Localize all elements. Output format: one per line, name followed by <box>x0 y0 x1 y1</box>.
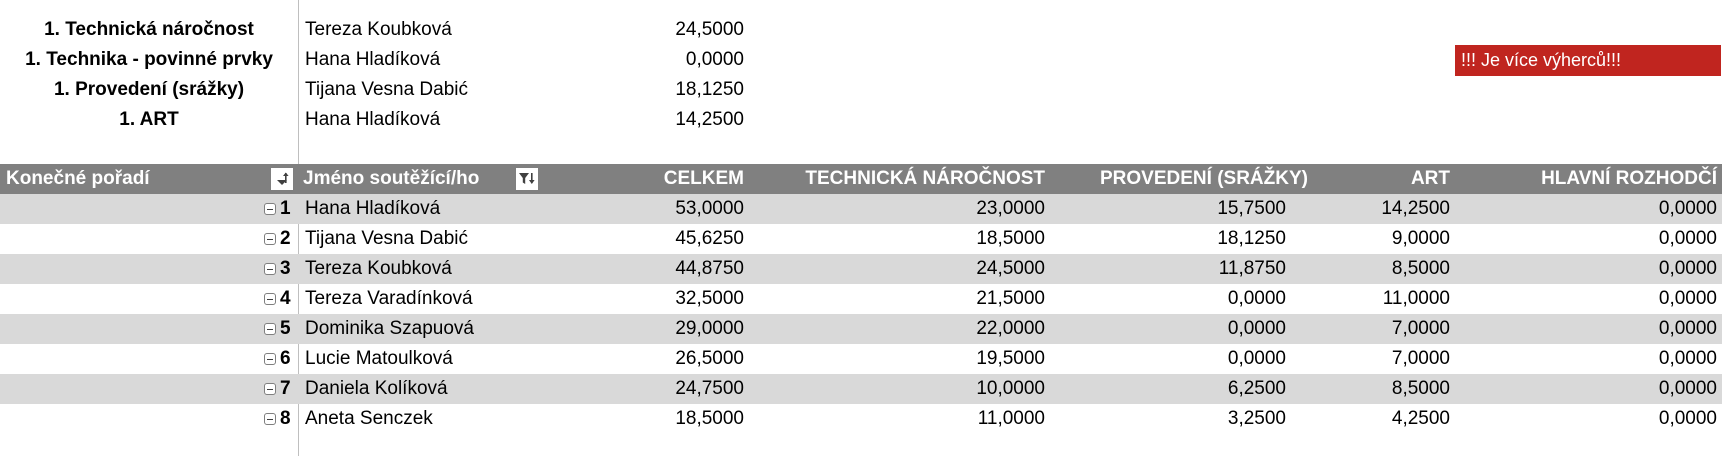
name-cell[interactable]: Aneta Senczek <box>305 408 433 429</box>
rank-cell[interactable]: 2 <box>280 228 291 249</box>
summary-name[interactable]: Tijana Vesna Dabić <box>305 79 469 100</box>
summary-label[interactable]: 1. Provedení (srážky) <box>53 79 245 100</box>
collapse-icon[interactable] <box>264 203 276 215</box>
tech-cell[interactable]: 19,5000 <box>976 348 1045 369</box>
exec-cell[interactable]: 0,0000 <box>1227 318 1286 339</box>
summary-name[interactable]: Hana Hladíková <box>305 49 441 70</box>
rank-cell[interactable]: 8 <box>280 408 291 429</box>
pivot-header-row <box>0 164 1722 194</box>
table-row <box>0 284 1722 314</box>
summary-name[interactable]: Hana Hladíková <box>305 109 441 130</box>
exec-cell[interactable]: 18,1250 <box>1217 228 1286 249</box>
total-cell[interactable]: 32,5000 <box>675 288 744 309</box>
tech-cell[interactable]: 11,0000 <box>977 408 1045 429</box>
art-cell[interactable]: 9,0000 <box>1391 228 1450 249</box>
exec-cell[interactable]: 3,2500 <box>1227 408 1286 429</box>
name-cell[interactable]: Daniela Kolíková <box>305 378 448 399</box>
header-exec[interactable]: PROVEDENÍ (SRÁŽKY) <box>1100 168 1308 189</box>
summary-name[interactable]: Tereza Koubková <box>305 19 452 40</box>
head-judge-cell[interactable]: 0,0000 <box>1658 348 1717 369</box>
table-row <box>0 404 1722 434</box>
total-cell[interactable]: 29,0000 <box>675 318 744 339</box>
name-cell[interactable]: Tijana Vesna Dabić <box>305 228 469 249</box>
name-cell[interactable]: Tereza Koubková <box>305 258 452 279</box>
table-row <box>0 314 1722 344</box>
summary-value[interactable]: 18,1250 <box>675 79 744 100</box>
head-judge-cell[interactable]: 0,0000 <box>1658 228 1717 249</box>
exec-cell[interactable]: 0,0000 <box>1227 288 1286 309</box>
name-cell[interactable]: Tereza Varadínková <box>305 288 473 309</box>
exec-cell[interactable]: 6,2500 <box>1227 378 1286 399</box>
collapse-icon[interactable] <box>264 263 276 275</box>
tech-cell[interactable]: 10,0000 <box>976 378 1045 399</box>
sort-filter-button[interactable] <box>270 167 294 191</box>
header-name[interactable]: Jméno soutěžící/ho <box>303 168 480 189</box>
rank-cell[interactable]: 7 <box>280 378 291 399</box>
exec-cell[interactable]: 0,0000 <box>1227 348 1286 369</box>
table-row <box>0 224 1722 254</box>
art-cell[interactable]: 8,5000 <box>1391 258 1450 279</box>
summary-label[interactable]: 1. ART <box>119 109 179 130</box>
name-cell[interactable]: Hana Hladíková <box>305 198 441 219</box>
header-art[interactable]: ART <box>1410 168 1450 189</box>
art-cell[interactable]: 7,0000 <box>1391 318 1450 339</box>
rank-cell[interactable]: 1 <box>280 198 291 219</box>
total-cell[interactable]: 26,5000 <box>675 348 744 369</box>
exec-cell[interactable]: 15,7500 <box>1217 198 1286 219</box>
collapse-icon[interactable] <box>264 413 276 425</box>
art-cell[interactable]: 14,2500 <box>1381 198 1450 219</box>
tech-cell[interactable]: 24,5000 <box>976 258 1045 279</box>
total-cell[interactable]: 44,8750 <box>675 258 744 279</box>
collapse-icon[interactable] <box>264 383 276 395</box>
exec-cell[interactable]: 11,8750 <box>1218 258 1286 279</box>
name-cell[interactable]: Lucie Matoulková <box>305 348 453 369</box>
summary-label[interactable]: 1. Technická náročnost <box>44 19 254 40</box>
sort-filter-icon <box>274 171 290 187</box>
collapse-icon[interactable] <box>264 233 276 245</box>
header-total[interactable]: CELKEM <box>663 168 744 189</box>
tech-cell[interactable]: 23,0000 <box>976 198 1045 219</box>
head-judge-cell[interactable]: 0,0000 <box>1658 378 1717 399</box>
table-row <box>0 344 1722 374</box>
total-cell[interactable]: 45,6250 <box>675 228 744 249</box>
collapse-icon[interactable] <box>264 353 276 365</box>
summary-value[interactable]: 0,0000 <box>685 49 744 70</box>
tech-cell[interactable]: 21,5000 <box>976 288 1045 309</box>
table-row <box>0 374 1722 404</box>
table-row <box>0 194 1722 224</box>
name-filter-button[interactable] <box>515 167 539 191</box>
tech-cell[interactable]: 18,5000 <box>976 228 1045 249</box>
header-rank[interactable]: Konečné pořadí <box>6 168 150 189</box>
rank-cell[interactable]: 4 <box>280 288 291 309</box>
summary-label[interactable]: 1. Technika - povinné prvky <box>25 49 273 70</box>
total-cell[interactable]: 18,5000 <box>675 408 744 429</box>
filter-active-icon <box>518 171 536 187</box>
head-judge-cell[interactable]: 0,0000 <box>1658 258 1717 279</box>
head-judge-cell[interactable]: 0,0000 <box>1658 318 1717 339</box>
art-cell[interactable]: 4,2500 <box>1391 408 1450 429</box>
art-cell[interactable]: 7,0000 <box>1391 348 1450 369</box>
collapse-icon[interactable] <box>264 293 276 305</box>
total-cell[interactable]: 24,7500 <box>675 378 744 399</box>
name-cell[interactable]: Dominika Szapuová <box>305 318 474 339</box>
total-cell[interactable]: 53,0000 <box>675 198 744 219</box>
art-cell[interactable]: 11,0000 <box>1382 288 1450 309</box>
header-head-judge[interactable]: HLAVNÍ ROZHODČÍ <box>1541 168 1717 189</box>
rank-cell[interactable]: 3 <box>280 258 291 279</box>
head-judge-cell[interactable]: 0,0000 <box>1658 198 1717 219</box>
art-cell[interactable]: 8,5000 <box>1391 378 1450 399</box>
head-judge-cell[interactable]: 0,0000 <box>1658 408 1717 429</box>
summary-value[interactable]: 14,2500 <box>675 109 744 130</box>
header-tech[interactable]: TECHNICKÁ NÁROČNOST <box>805 168 1045 189</box>
head-judge-cell[interactable]: 0,0000 <box>1658 288 1717 309</box>
tech-cell[interactable]: 22,0000 <box>976 318 1045 339</box>
multiple-winners-alert[interactable]: !!! Je více výherců!!! <box>1455 45 1721 76</box>
rank-cell[interactable]: 5 <box>280 318 291 339</box>
table-row <box>0 254 1722 284</box>
summary-value[interactable]: 24,5000 <box>675 19 744 40</box>
collapse-icon[interactable] <box>264 323 276 335</box>
rank-cell[interactable]: 6 <box>280 348 291 369</box>
